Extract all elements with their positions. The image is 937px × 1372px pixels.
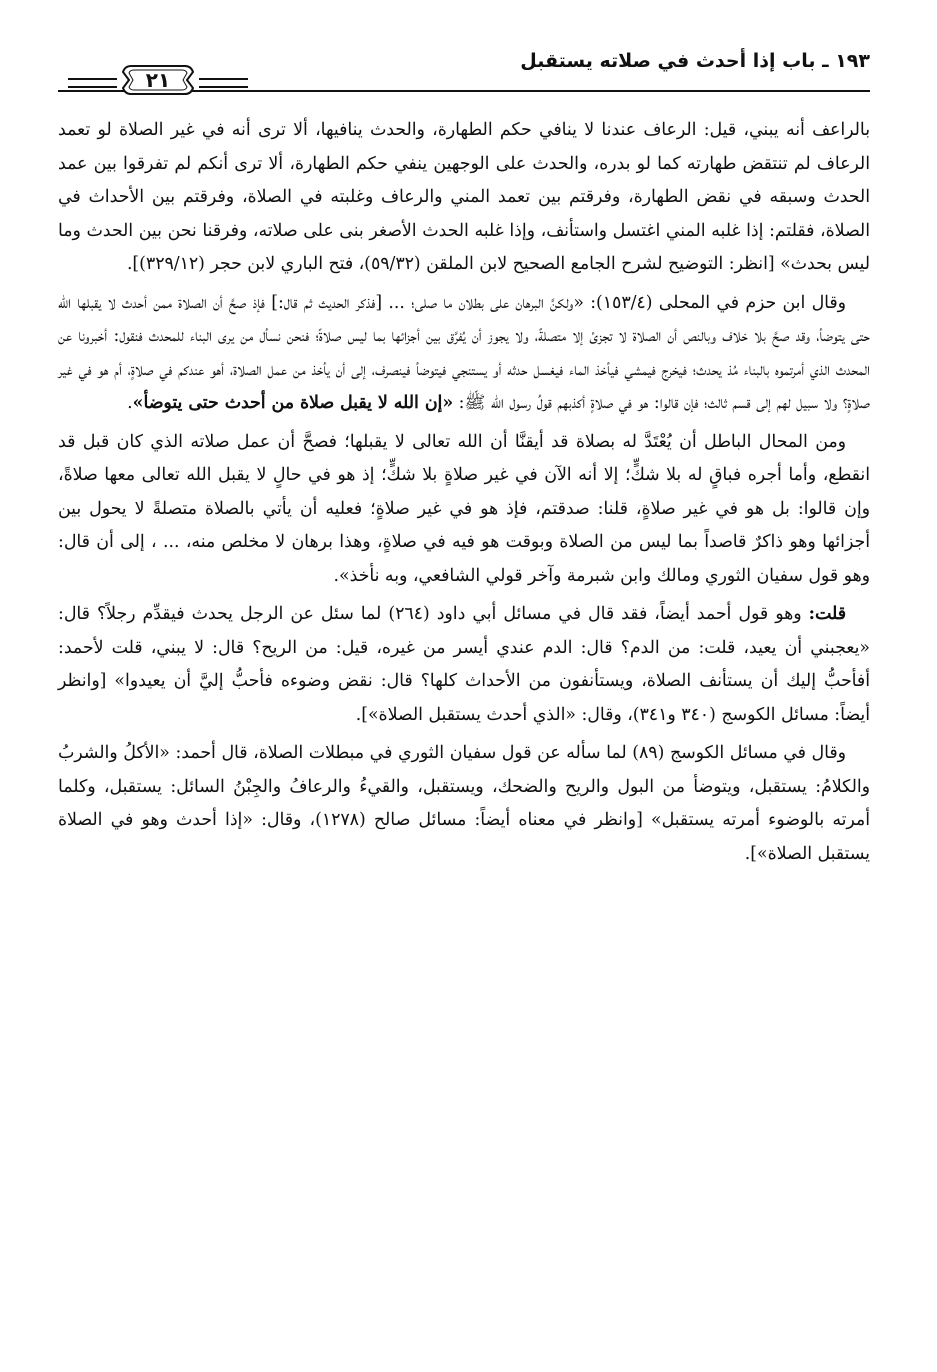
- paragraph-3: ومن المحال الباطل أن يُعْتَدَّ له بصلاة قد أيقنَّا أن الله تعالى لا يقبلها؛ فصحَّ أن عمل صلاته الذي كان قبل قد انقطع، وأما أجره فباقٍ له بلا شكٍّ؛ إلا أنه الآن في غير صلاةٍ بلا شكٍّ؛ إذ هو في حالٍ لا يقبل الله تعالى معها صلاةً، وإن قالوا: بل هو في غير صلاةٍ، قلنا: صدقتم، فإذ هو في غير صلاةٍ؛ فعليه أن يأتي بالصلاة متصلةً لا يحول بين أجزائها وهو ذاكرٌ قاصداً بما ليس من الصلاة وبوقت هو فيه في صلاةٍ، وهذا برهان لا مخلص منه، ... ، إلى أن قال: وهو قول سفيان الثوري ومالك وابن شبرمة وآخر قولي الشافعي، وبه نأخذ».: [58, 431, 870, 586]
- hadith-quote: «إن الله لا يقبل صلاة من أحدث حتى يتوضأ»: [132, 393, 454, 413]
- ornament-right-line: [199, 78, 248, 88]
- page-number-cartouche: [121, 63, 195, 97]
- page-number-ornament: [68, 60, 248, 100]
- body-text: [58, 114, 870, 871]
- header-title: ١٩٣ ـ باب إذا أحدث في صلاته يستقبل: [520, 50, 870, 72]
- paragraph-4-text: وهو قول أحمد أيضاً، فقد قال في مسائل أبي داود (٢٦٤) لما سئل عن الرجل يحدث فيقدِّم رجلاً؟ قال: «يعجبني أن يعيد، قلت: من الدم؟ قال: الدم عندي أيسر من غيره، قيل: من الريح؟ قال: لا يبني، قلت لأحمد: أفأحبُّ إليك أن يستأنف الصلاة، ويستأنفون من الأحداث كلها؟ قال: نقض وضوءه فأحبُّ إليَّ أن يعيدوا» [وانظر أيضاً: مسائل الكوسج (٣٤٠ و٣٤١)، وقال: «الذي أحدث يستقبل الصلاة»].: [58, 604, 870, 725]
- paragraph-1: بالراعف أنه يبني، قيل: الرعاف عندنا لا ينافي حكم الطهارة، والحدث ينافيها، ألا ترى أنه في غير الصلاة لو تعمد الرعاف لم تنتقض طهارته كما لو بدره، والحدث على الوجهين ينفي حكم الطهارة، ألا ترى أنكم لم تفرقوا بين عمد الحدث وسبقه في نقض الطهارة، وفرقتم بين تعمد المني والرعاف وغلبته في الصلاة، وفرقتم بين الأحداث في الصلاة، فقلتم: إذا غلبه المني اغتسل واستأنف، وإذا غلبه الحدث الأصغر بنى على صلاته، وفرقنا نحن بين الحدث وما ليس بحدث» [انظر: التوضيح لشرح الجامع الصحيح لابن الملقن (٥٩/٣٢)، فتح الباري لابن حجر (٣٢٩/١٢)].: [58, 120, 870, 274]
- paragraph-4: [58, 598, 870, 732]
- page-number: ٢١: [145, 68, 171, 92]
- lead-word-qultu: قلت:: [808, 604, 846, 624]
- document-page: [58, 40, 870, 1350]
- paragraph-2-text: وقال ابن حزم في المحلى (١٥٣/٤): «ولكنَّ البرهان على بطلان ما صلى؛ ... [فذكر الحديث ثم قال:] فإذ صحَّ أن الصلاة ممن أحدث لا يقبلها الله حتى يتوضأ، وقد صحَّ بلا خلاف وبالنص أن الصلاة لا تجزئ إلا متصلةً، ولا يجوز أن يُفرَّق بين أجزائها بما ليس صلاةً؛ فنحن نسأل من يرى البناء للمحدث فنقول: أخبرونا عن المحدث الذي أمرتموه بالبناء مُذ يحدث؛ فيخرج فيمشي فيأخذ الماء فيغسل حدثه أو يستنجي فيتوضأ فينصرف، إلى أن يأخذ من عمل الصلاة، أهو عندكم في صلاةٍ، أم هو في غير صلاةٍ؟ ولا سبيل لهم إلى قسم ثالث؛ فإن قالوا: هو في صلاةٍ أكذبهم قولُ رسول الله ﷺ:: [58, 292, 870, 413]
- ornament-left-line: [68, 78, 117, 88]
- running-header: [58, 40, 870, 102]
- paragraph-5: وقال في مسائل الكوسج (٨٩) لما سأله عن قول سفيان الثوري في مبطلات الصلاة، قال أحمد: «الأكلُ والشربُ والكلامُ: يستقبل، ويتوضأ من البول والريح والضحك، ويستقبل، والقيءُ والرعافُ والجِبْنُ السائل: يستقبل، وكلما أمرته بالوضوء أمرته يستقبل» [وانظر في معناه أيضاً: مسائل صالح (١٢٧٨)، وقال: «إذا أحدث وهو في الصلاة يستقبل الصلاة»].: [58, 743, 870, 864]
- paragraph-2: [58, 287, 870, 421]
- paragraph-2-end: .: [127, 393, 133, 413]
